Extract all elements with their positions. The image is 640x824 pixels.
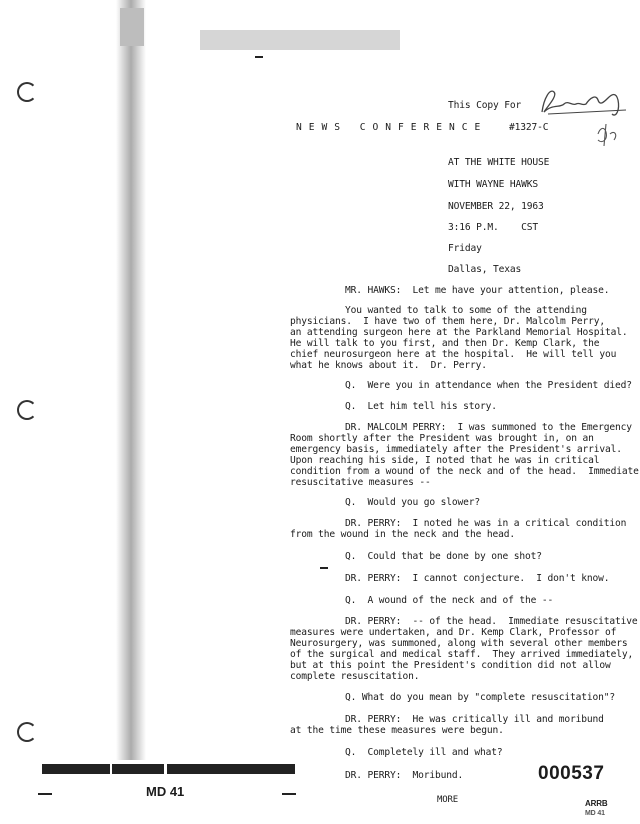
transcript-line: from the wound in the neck and the head. <box>290 529 516 540</box>
conference-number: #1327-C <box>509 122 549 133</box>
transcript-line: Q. What do you mean by "complete resuscitation"? <box>345 692 616 703</box>
md-label: MD 41 <box>146 784 185 799</box>
transcript-line: Q. Were you in attendance when the President died? <box>345 380 632 391</box>
transcript-line: You wanted to talk to some of the attending <box>345 305 587 316</box>
transcript-line: but at this point the President's condition did not allow <box>290 660 611 671</box>
conference-title: N E W S C O N F E R E N C E <box>296 122 481 133</box>
scan-mark <box>255 56 263 58</box>
binder-hole-icon <box>17 722 37 742</box>
transcript-line: DR. PERRY: -- of the head. Immediate resuscitative <box>345 616 638 627</box>
dateline-city: Dallas, Texas <box>448 264 522 275</box>
binder-hole-icon <box>17 82 37 102</box>
transcript-line: at the time these measures were begun. <box>290 725 504 736</box>
binder-hole-icon <box>17 400 37 420</box>
transcript-line: Neurosurgery, was summoned, along with several other members <box>290 638 628 649</box>
transcript-line: physicians. I have two of them here, Dr. Malcolm Perry, <box>290 316 606 327</box>
transcript-line: Q. Let him tell his story. <box>345 401 497 412</box>
transcript-line: Q. A wound of the neck and of the -- <box>345 595 554 606</box>
transcript-line: Upon reaching his side, I noted that he was in critical <box>290 455 600 466</box>
handwritten-signature <box>538 84 630 154</box>
dateline-time: 3:16 P.M. CST <box>448 222 539 233</box>
transcript-line: complete resuscitation. <box>290 671 420 682</box>
transcript-line: an attending surgeon here at the Parkland Memorial Hospital. <box>290 327 628 338</box>
redaction-bar <box>112 764 164 774</box>
transcript-line: chief neurosurgeon here at the hospital. He will tell you <box>290 349 617 360</box>
redaction-bar <box>42 764 110 774</box>
redaction-bar <box>167 764 295 774</box>
transcript-line: DR. PERRY: I cannot conjecture. I don't know. <box>345 573 610 584</box>
transcript-line: Q. Would you go slower? <box>345 497 481 508</box>
scan-mark <box>120 8 144 46</box>
dateline-day: Friday <box>448 243 482 254</box>
transcript-line: Q. Could that be done by one shot? <box>345 551 542 562</box>
transcript-line: He will talk to you first, and then Dr. Kemp Clark, the <box>290 338 600 349</box>
arrb-md-label: MD 41 <box>585 810 605 817</box>
document-number: 000537 <box>538 763 605 784</box>
transcript-line: DR. MALCOLM PERRY: I was summoned to the Emergency <box>345 422 632 433</box>
scan-mark <box>200 30 400 50</box>
transcript-line: MR. HAWKS: Let me have your attention, please. <box>345 285 610 296</box>
dateline-date: NOVEMBER 22, 1963 <box>448 201 544 212</box>
copy-for-label: This Copy For <box>448 100 522 111</box>
transcript-line: Q. Completely ill and what? <box>345 747 503 758</box>
transcript-line: what he knows about it. Dr. Perry. <box>290 360 487 371</box>
transcript-line: of the surgical and medical staff. They arrived immediately, <box>290 649 634 660</box>
transcript-line: DR. PERRY: I noted he was in a critical condition <box>345 518 627 529</box>
transcript-line: DR. PERRY: Moribund. <box>345 770 464 781</box>
transcript-line: condition from a wound of the neck and of the head. Immediate <box>290 466 639 477</box>
scan-mark <box>320 567 328 569</box>
scan-mark <box>282 793 296 795</box>
transcript-line: emergency basis, immediately after the President's arrival. <box>290 444 622 455</box>
more-label: MORE <box>437 795 459 805</box>
dateline-with: WITH WAYNE HAWKS <box>448 179 539 190</box>
scan-mark <box>38 793 52 795</box>
transcript-line: DR. PERRY: He was critically ill and moribund <box>345 714 604 725</box>
transcript-line: measures were undertaken, and Dr. Kemp Clark, Professor of <box>290 627 617 638</box>
arrb-label: ARRB <box>585 799 608 808</box>
dateline-location: AT THE WHITE HOUSE <box>448 157 550 168</box>
scan-shadow-strip <box>116 0 146 760</box>
transcript-line: resuscitative measures -- <box>290 477 431 488</box>
transcript-line: Room shortly after the President was brought in, on an <box>290 433 594 444</box>
